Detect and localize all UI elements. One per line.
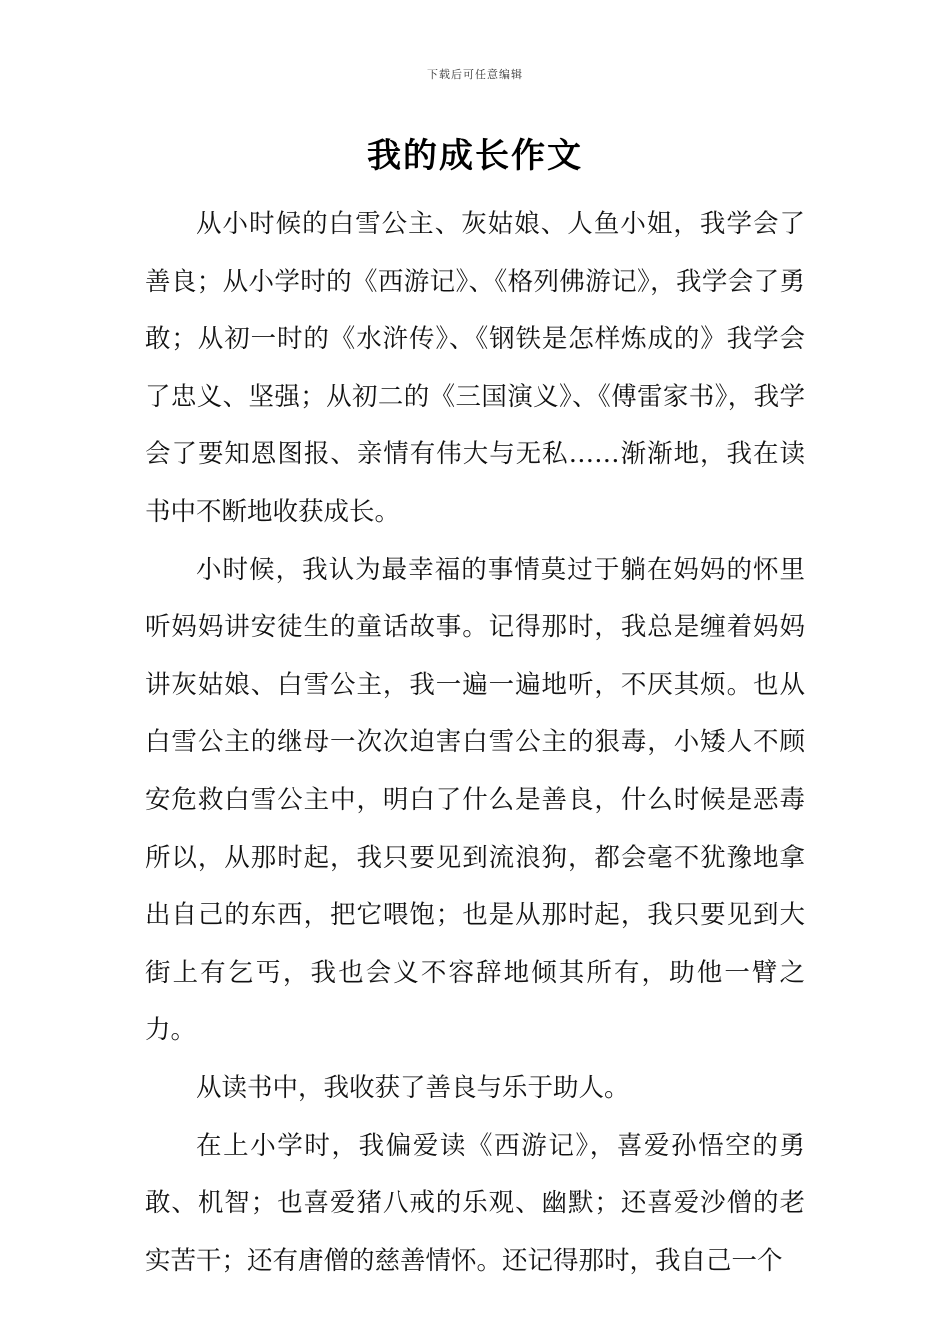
paragraph-4: 在上小学时，我偏爱读《西游记》，喜爱孙悟空的勇敢、机智；也喜爱猪八戒的乐观、幽默；还喜爱沙僧的老实苦干；还有唐僧的慈善情怀。还记得那时，我自己一个 [145, 1130, 805, 1276]
header-note: 下载后可任意编辑 [427, 68, 523, 81]
document-body [145, 196, 805, 1290]
paragraph-3: 从读书中，我收获了善良与乐于助人。 [196, 1072, 630, 1103]
document-title: 我的成长作文 [367, 136, 583, 176]
paragraph-1: 从小时候的白雪公主、灰姑娘、人鱼小姐，我学会了善良；从小学时的《西游记》、《格列佛游记》，我学会了勇敢；从初一时的《水浒传》、《钢铁是怎样炼成的》我学会了忠义、坚强；从初二的《三国演义》、《傅雷家书》，我学会了要知恩图报、亲情有伟大与无私……渐渐地，我在读书中不断地收获成长。 [145, 209, 805, 527]
paragraph-2: 小时候，我认为最幸福的事情莫过于躺在妈妈的怀里听妈妈讲安徒生的童话故事。记得那时，我总是缠着妈妈讲灰姑娘、白雪公主，我一遍一遍地听，不厌其烦。也从白雪公主的继母一次次迫害白雪公主的狠毒，小矮人不顾安危救白雪公主中，明白了什么是善良，什么时候是恶毒所以，从那时起，我只要见到流浪狗，都会毫不犹豫地拿出自己的东西，把它喂饱；也是从那时起，我只要见到大街上有乞丐，我也会义不容辞地倾其所有，助他一臂之力。 [145, 554, 805, 1046]
